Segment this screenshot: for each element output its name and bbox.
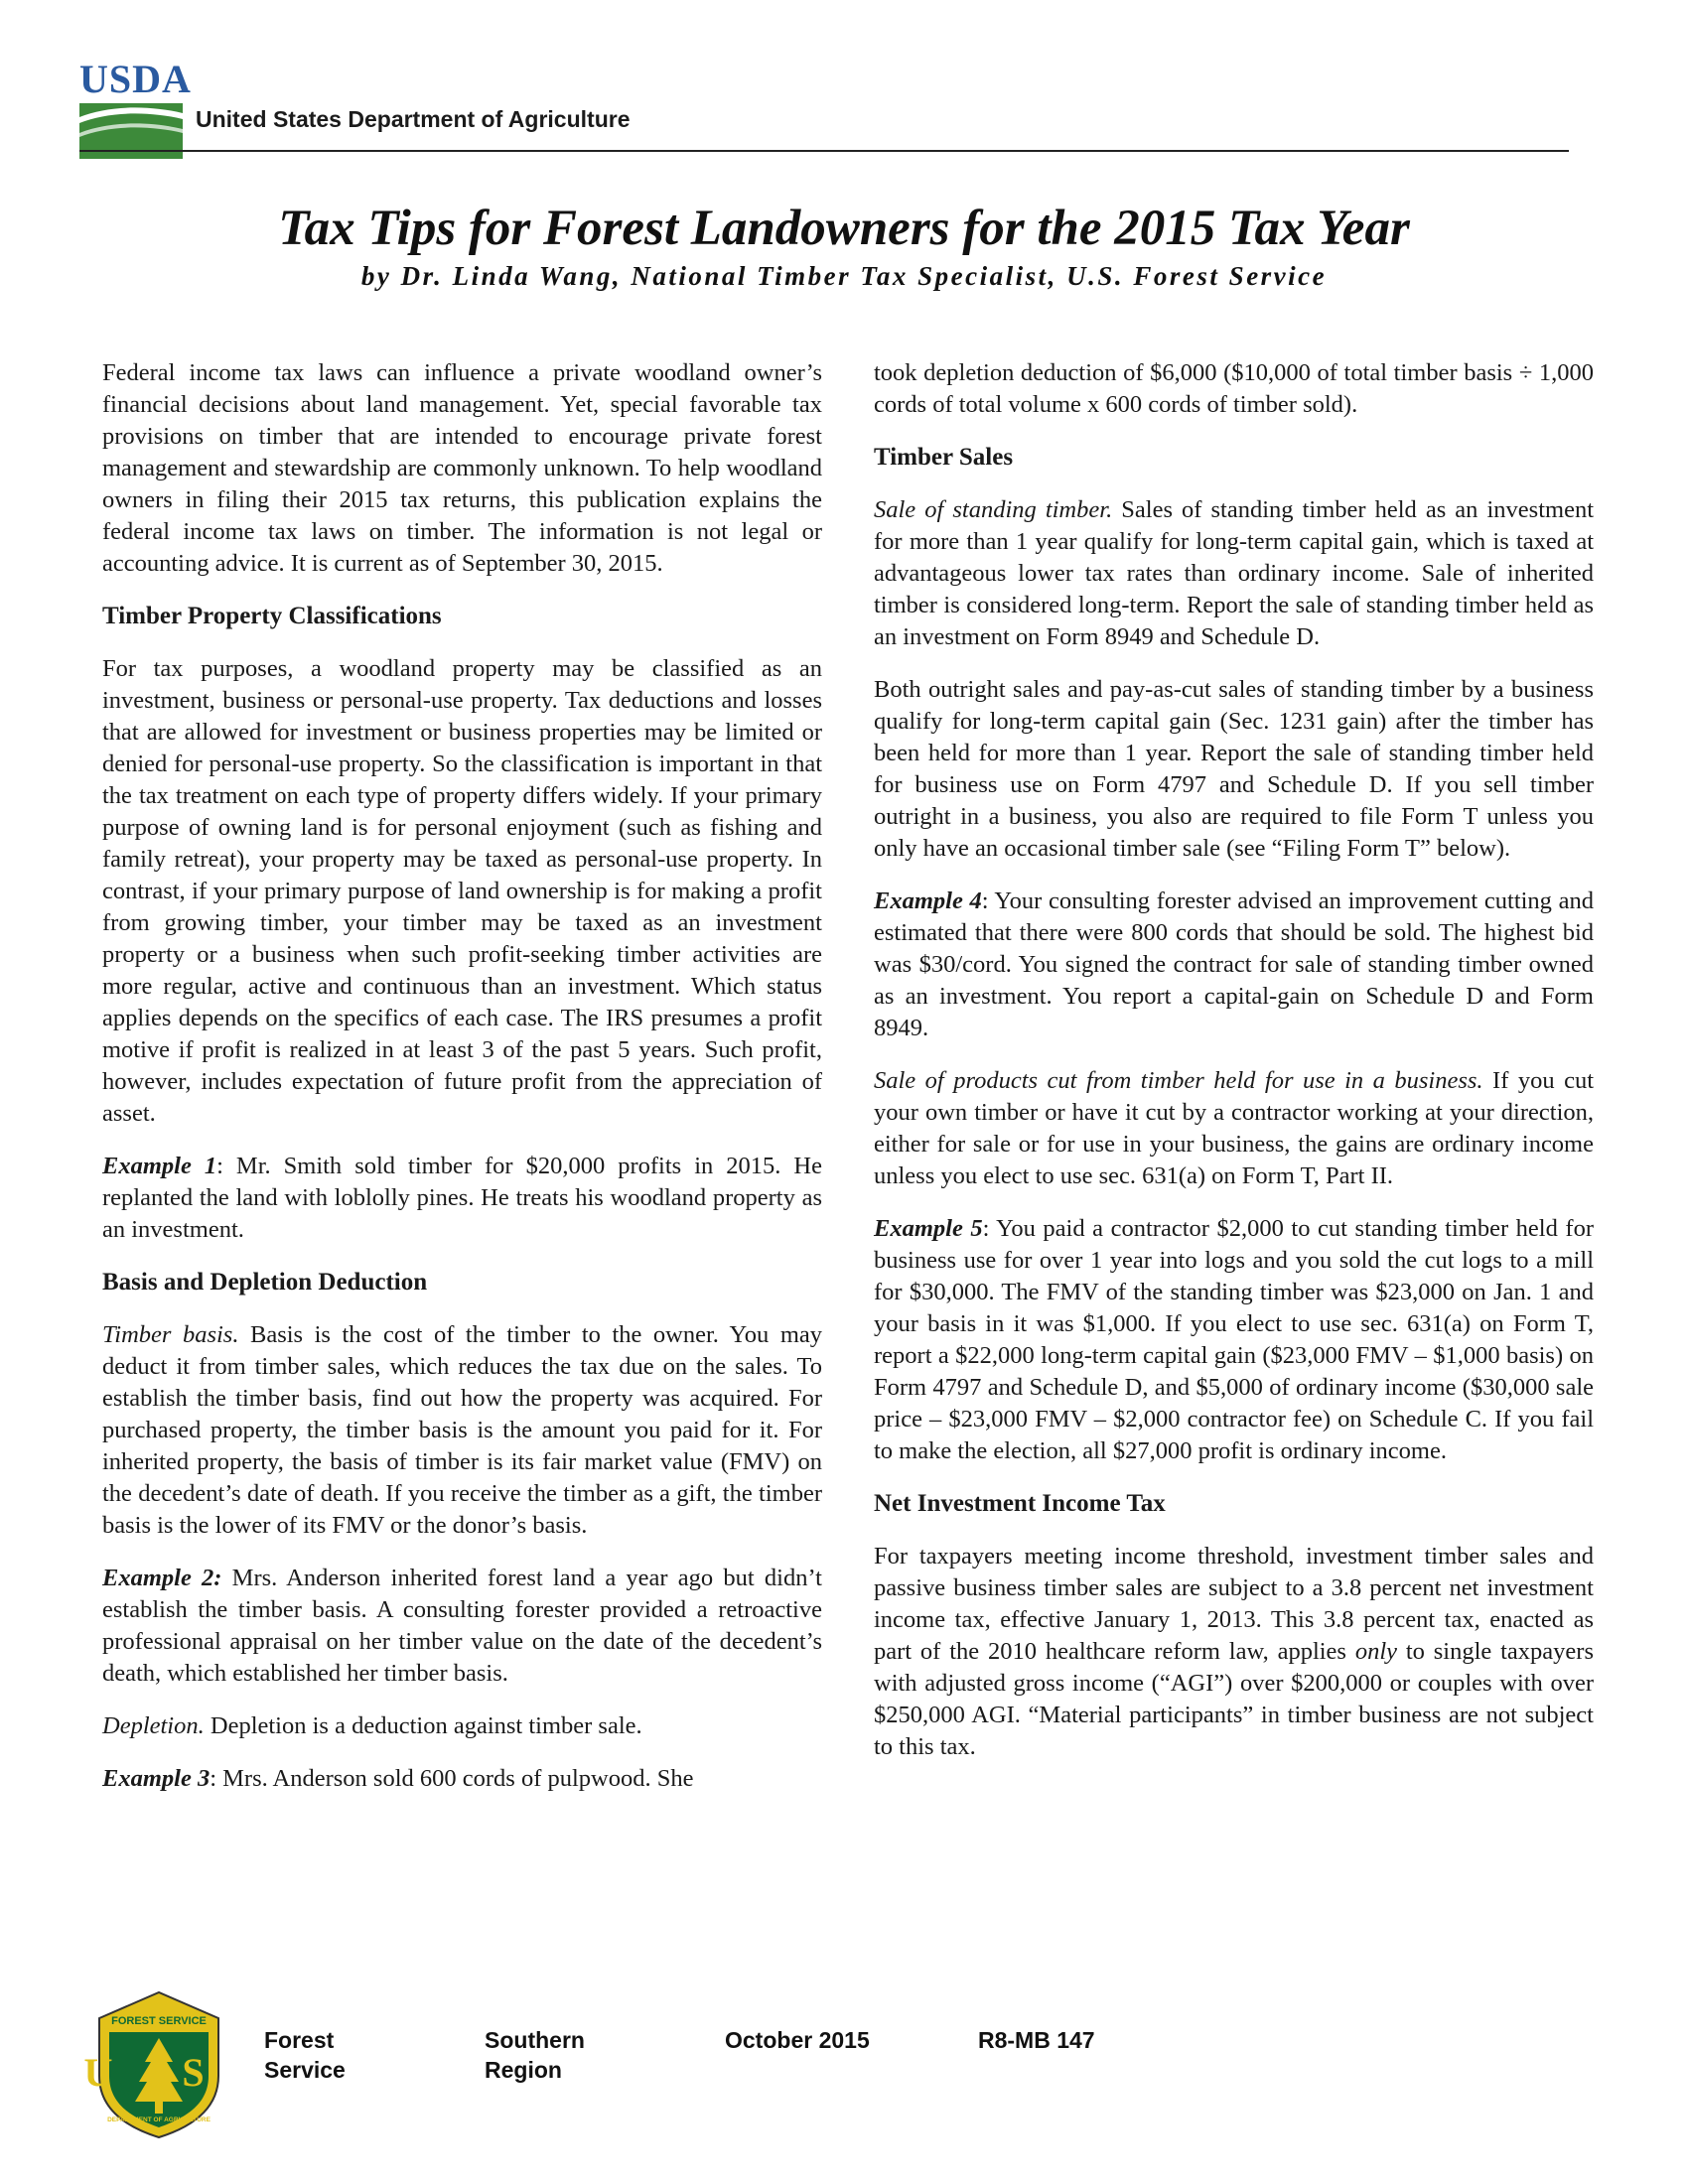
heading-basis-and-depletion: Basis and Depletion Deduction — [102, 1269, 428, 1296]
example-3-text: : Mrs. Anderson sold 600 cords of pulpwood. She — [210, 1765, 694, 1792]
example-4-text: : Your consulting forester advised an improvement cutting and estimated that there were 800 cords that should be sold. The highest bid was $30/cord. You signed the contract for sale of standing timber owned as an investment. You report a capital-gain on Schedule D and Form 8949. — [874, 887, 1594, 1041]
niit-paragraph — [874, 1541, 1594, 1763]
left-column — [102, 357, 822, 1816]
depletion-label: Depletion. — [102, 1712, 205, 1739]
page-title: Tax Tips for Forest Landowners for the 2015 Tax Year — [278, 201, 1410, 256]
niit-text-b: to single taxpayers with adjusted gross income (“AGI”) over $200,000 or couples with over $250,000 AGI. “Material participants” in timber business are not subject to this tax. — [874, 1638, 1594, 1760]
standing-timber-label: Sale of standing timber. — [874, 496, 1113, 523]
products-label: Sale of products cut from timber held for use in a business. — [874, 1067, 1483, 1094]
niit-text-a: For taxpayers meeting income threshold, investment timber sales and passive business timber sales are subject to a 3.8 percent net investment income tax, effective January 1, 2013. This 3.8 percent tax, enacted as part of the 2010 healthcare reform law, applies — [874, 1543, 1594, 1665]
standing-timber-text: Sales of standing timber held as an investment for more than 1 year qualify for long-term capital gain, which is taxed at advantageous lower tax rates than ordinary income. Sale of inherited timber is considered long-term. Report the sale of standing timber held as an investment on Form 8949 and Schedule D. — [874, 496, 1595, 650]
footer-code: R8-MB 147 — [978, 2027, 1095, 2053]
example-1-paragraph — [102, 1151, 822, 1246]
niit-only: only — [1354, 1638, 1397, 1665]
outright-sales-paragraph: Both outright sales and pay-as-cut sales of standing timber by a business qualify for long-term capital gain (Sec. 1231 gain) after the timber has been held for more than 1 year. Report the sale of standing timber held for business use on Form 4797 and Schedule D. If you sell timber outright in a business, you also are required to file Form T unless you only have an occasional timber sale (see “Filing Form T” below). — [874, 676, 1594, 862]
example-3-continued: took depletion deduction of $6,000 ($10,000 of total timber basis ÷ 1,000 cords of total volume x 600 cords of timber sold). — [874, 359, 1594, 418]
example-1-label: Example 1 — [102, 1153, 217, 1179]
footer-agency: Forest Service — [264, 2027, 346, 2083]
example-3-paragraph — [102, 1763, 822, 1795]
byline: by Dr. Linda Wang, National Timber Tax Specialist, U.S. Forest Service — [360, 261, 1328, 291]
standing-timber-paragraph — [874, 494, 1594, 653]
usda-logo-text: USDA — [79, 57, 192, 101]
agency-name: United States Department of Agriculture — [196, 106, 631, 132]
classifications-paragraph: For tax purposes, a woodland property may be classified as an investment, business or personal-use property. Tax deductions and losses that are allowed for investment or business properties may be limited or denied for personal-use property. So the classification is important in that the tax treatment on each type of property differs widely. If your primary purpose of owning land is for personal enjoyment (such as fishing and family retreat), your property may be taxed as personal-use property. In contrast, if your primary purpose of land ownership is for making a profit from growing timber, your timber may be taxed as an investment property or a business when such profit-seeking timber activities are more regular, active and continuous than an investment. Which status applies depends on the specifics of each case. The IRS presumes a profit motive if profit is realized in at least 3 of the past 5 years. Such profit, however, includes expectation of future profit from the appreciation of asset. — [102, 655, 822, 1127]
products-paragraph — [874, 1065, 1594, 1192]
example-4-label: Example 4 — [874, 887, 982, 914]
shield-letters: U S — [83, 2050, 234, 2095]
intro-paragraph: Federal income tax laws can influence a private woodland owner’s financial decisions about land management. Yet, special favorable tax provisions on timber that are intended to encourage private forest management and stewardship are commonly unknown. To help woodland owners in filing their 2015 tax returns, this publication explains the federal income tax laws on timber. The information is not legal or accounting advice. It is current as of September 30, 2015. — [102, 359, 822, 577]
header-divider — [79, 150, 1569, 152]
depletion-paragraph — [102, 1710, 822, 1742]
example-4-paragraph — [874, 886, 1594, 1044]
footer-date: October 2015 — [725, 2027, 870, 2053]
usda-logo — [79, 57, 192, 159]
shield-bottom-text: DEPARTMENT OF AGRICULTURE — [107, 2116, 211, 2123]
shield-top-text: FOREST SERVICE — [111, 2015, 207, 2027]
example-3-label: Example 3 — [102, 1765, 211, 1792]
example-2-text: Mrs. Anderson inherited forest land a year ago but didn’t establish the timber basis. A consulting forester provided a retroactive professional appraisal on her timber value on the date of the decedent’s death, which established her timber basis. — [102, 1565, 822, 1687]
timber-basis-label: Timber basis. — [102, 1321, 239, 1348]
example-5-paragraph — [874, 1213, 1594, 1467]
depletion-text: Depletion is a deduction against timber sale. — [204, 1712, 642, 1739]
example-5-text: : You paid a contractor $2,000 to cut standing timber held for business use for over 1 year into logs and you sold the cut logs to a mill for $30,000. The FMV of the standing timber was $23,000 on Jan. 1 and your basis in it was $1,000. If you elect to use sec. 631(a) on Form T, report a $22,000 long-term capital gain ($23,000 FMV – $1,000 basis) on Form 4797 and Schedule D, and $5,000 of ordinary income ($30,000 sale price – $23,000 FMV – $2,000 contractor fee) on Schedule C. If you fail to make the election, all $27,000 profit is ordinary income. — [874, 1215, 1594, 1464]
example-1-text: : Mr. Smith sold timber for $20,000 profits in 2015. He replanted the land with loblolly pines. He treats his woodland property as an investment. — [102, 1153, 822, 1243]
right-column — [874, 357, 1594, 1784]
heading-net-investment-income-tax: Net Investment Income Tax — [874, 1490, 1166, 1517]
example-5-label: Example 5 — [874, 1215, 983, 1242]
example-2-paragraph — [102, 1563, 822, 1690]
timber-basis-paragraph — [102, 1319, 822, 1542]
example-2-label: Example 2: — [102, 1565, 222, 1591]
timber-basis-text: Basis is the cost of the timber to the owner. You may deduct it from timber sales, which reduces the tax due on the sales. To establish the timber basis, find out how the property was acquired. For purchased property, the timber basis is the amount you paid for it. For inherited property, the basis of timber is its fair market value (FMV) on the decedent’s date of death. If you receive the timber as a gift, the timber basis is the lower of its FMV or the donor’s basis. — [102, 1321, 822, 1539]
products-text: If you cut your own timber or have it cut by a contractor working at your direction, either for sale or for use in your business, the gains are ordinary income unless you elect to use sec. 631(a) on Form T, Part II. — [874, 1067, 1595, 1189]
heading-timber-sales: Timber Sales — [874, 444, 1014, 471]
forest-service-shield-icon — [83, 1988, 234, 2139]
footer-region: Southern Region — [485, 2027, 585, 2083]
heading-timber-property-classifications: Timber Property Classifications — [102, 603, 442, 629]
